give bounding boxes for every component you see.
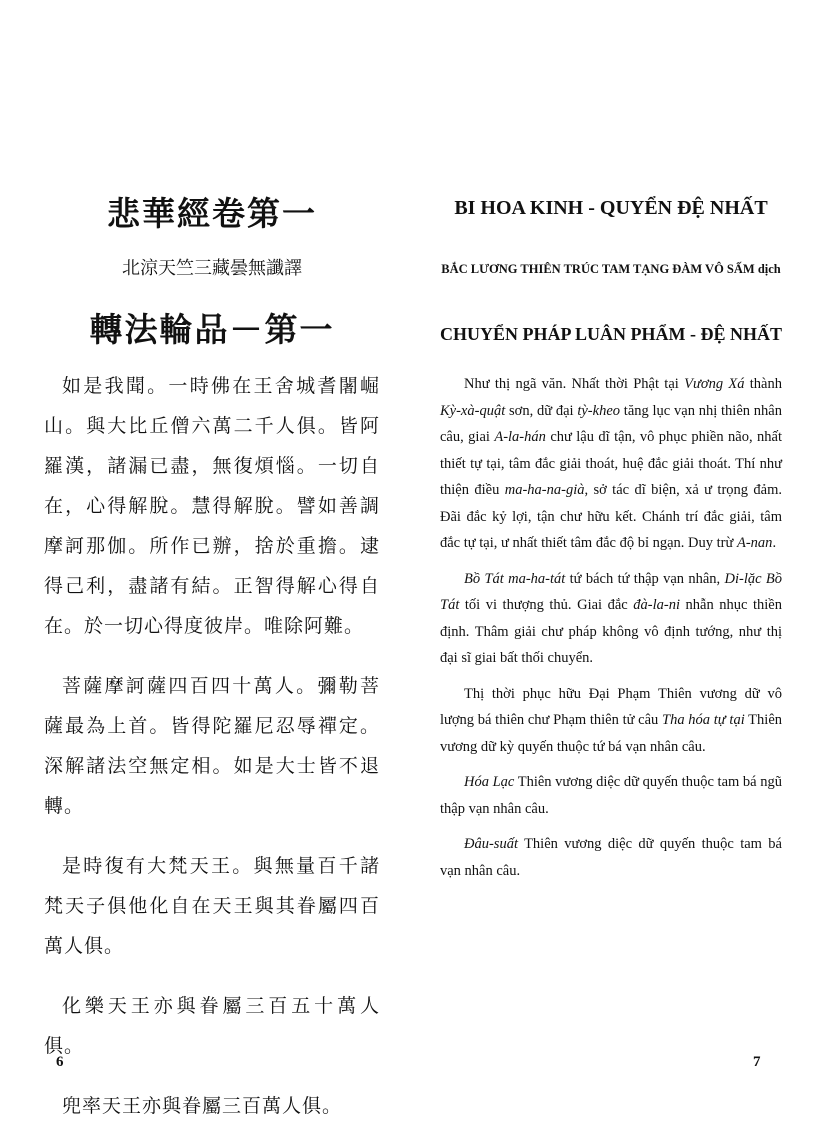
text-run: chư lậu dĩ tận, vô phục phiền não, nhất thiết tự tại, tâm đắc giải thoát, huệ đắc giải thoát. Thí như thiện điều: [440, 429, 782, 498]
italic-term: Đâu-suất: [464, 836, 518, 852]
vietnamese-paragraph: [440, 371, 782, 557]
text-run: , sở tác dĩ biện, xả ư trọng đảm. Đãi đắc kỷ lợi, tận chư hữu kết. Chánh trí đắc giải, tâm đắc tự tại, ư nhất thiết tâm đắc độ bỉ ngạn. Duy trừ: [440, 482, 782, 551]
text-run: tứ bách tứ thập vạn nhân,: [565, 570, 725, 587]
text-run: Thiên vương diệc dữ quyến thuộc tam bá vạn nhân câu.: [440, 836, 782, 879]
vietnamese-translator-line: BẮC LƯƠNG THIÊN TRÚC TAM TẠNG ĐÀM VÔ SẤM dịch: [441, 262, 781, 276]
chinese-paragraph: 兜率天王亦與眷屬三百萬人俱。: [62, 1096, 343, 1117]
vietnamese-paragraph: [440, 566, 782, 672]
text-run: thành: [744, 376, 782, 392]
italic-term: Di-lặc Bồ Tát: [440, 570, 783, 613]
text-run: Thiên vương dữ kỳ quyến thuộc tứ bá vạn nhân câu.: [440, 712, 783, 755]
chinese-paragraph: 菩薩摩訶薩四百四十萬人。彌勒菩薩最為上首。皆得陀羅尼忍辱禪定。深解諸法空無定相。如是大士皆不退轉。: [44, 676, 380, 817]
page-number-right: 7: [753, 1054, 761, 1070]
text-run: Như thị ngã văn. Nhất thời Phật tại: [464, 376, 685, 392]
text-run: Thị thời phục hữu Đại Phạm Thiên vương dữ vô lượng bá thiên chư Phạm thiên tử câu: [440, 685, 782, 728]
text-run: Thiên vương diệc dữ quyến thuộc tam bá ngũ thập vạn nhân câu.: [440, 774, 782, 817]
chinese-paragraph: 化樂天王亦與眷屬三百五十萬人俱。: [44, 996, 380, 1057]
chinese-translator-line: 北涼天竺三藏曇無讖譯: [122, 258, 302, 278]
text-run: sơn, dữ đại: [505, 402, 578, 419]
chinese-paragraph: 是時復有大梵天王。與無量百千諸梵天子俱他化自在天王與其眷屬四百萬人俱。: [44, 856, 380, 957]
text-run: nhẫn nhục thiền định. Thâm giải chư pháp không vô định tướng, như thị đại sĩ giai bất thối chuyển.: [440, 597, 782, 666]
vietnamese-paragraph: [440, 831, 782, 884]
italic-term: A-la-hán: [494, 429, 546, 445]
italic-term: Bồ Tát ma-ha-tát: [464, 570, 566, 587]
vietnamese-title: BI HOA KINH - QUYỂN ĐỆ NHẤT: [454, 197, 768, 219]
italic-term: đà-la-ni: [633, 597, 680, 613]
vietnamese-body: [440, 371, 782, 884]
italic-term: Vương Xá: [684, 376, 745, 392]
italic-term: tỳ-kheo: [577, 402, 621, 419]
chinese-chapter-title: 轉法輪品－第一: [89, 313, 335, 349]
text-run: .: [772, 535, 777, 551]
vietnamese-paragraph: [440, 681, 782, 761]
italic-term: Tha hóa tự tại: [662, 712, 745, 728]
chinese-paragraph: 如是我聞。一時佛在王舍城耆闍崛山。與大比丘僧六萬二千人俱。皆阿羅漢，諸漏已盡，無復煩惱。一切自在，心得解脫。慧得解脫。譬如善調摩訶那伽。所作已辦，捨於重擔。逮得己利，盡諸有結。正智得解心得自在。於一切心得度彼岸。唯除阿難。: [44, 376, 380, 637]
chinese-title: 悲華經卷第一: [107, 197, 317, 233]
vietnamese-chapter-title: CHUYỂN PHÁP LUÂN PHẨM - ĐỆ NHẤT: [440, 324, 782, 344]
vietnamese-paragraph: [440, 769, 782, 822]
page-number-left: 6: [56, 1054, 64, 1070]
italic-term: A-nan: [737, 535, 773, 551]
left-page: [44, 185, 380, 1147]
right-page: [440, 185, 782, 893]
text-run: tối vi thượng thủ. Giai đắc: [459, 597, 634, 613]
italic-term: Hóa Lạc: [464, 774, 515, 790]
italic-term: ma-ha-na-già: [504, 482, 585, 498]
text-run: tăng lục vạn nhị thiên nhân câu, giai: [440, 402, 782, 445]
italic-term: Kỳ-xà-quật: [440, 402, 506, 419]
